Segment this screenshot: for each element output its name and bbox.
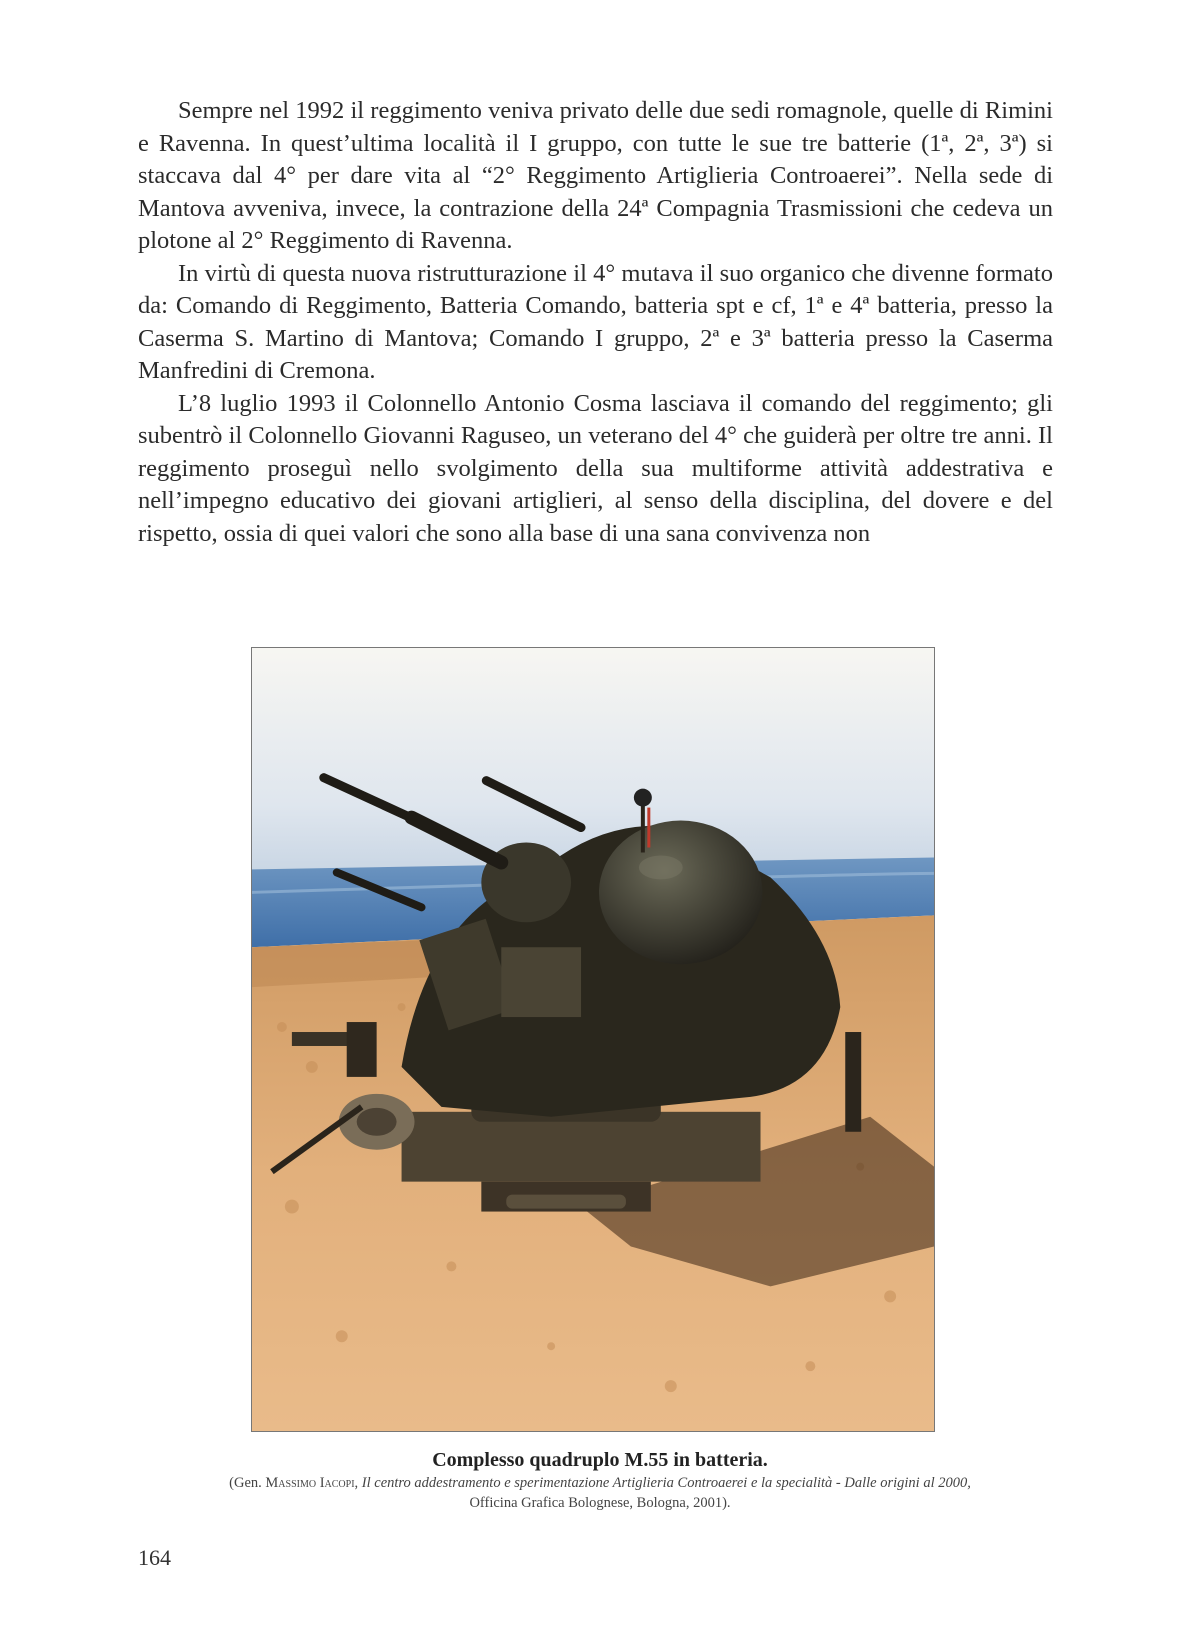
paragraph: In virtù di questa nuova ristrutturazione il 4° mutava il suo organico che divenne formato da: Comando di Reggimento, Batteria Comando, batteria spt e cf, 1ª e 4ª batteria, presso la Caserma S. Martino di Mantova; Comando I gruppo, 2ª e 3ª batteria presso la Caserma Manfredini di Cremona.	[138, 259, 1053, 384]
paragraph: L’8 luglio 1993 il Colonnello Antonio Cosma lasciava il comando del reggimento; gli subentrò il Colonnello Giovanni Raguseo, un veterano del 4° che guiderà per oltre tre anni. Il reggimento proseguì nello svolgimento della sua multiforme attività addestrativa e nell’impegno educativo dei giovani artiglieri, al senso della disciplina, del dovere e del rispetto, ossia di quei valori che sono alla base di una sana convivenza non	[138, 389, 1053, 547]
photo-illustration	[252, 648, 934, 1431]
caption-source-prefix: (Gen.	[229, 1475, 262, 1491]
caption-source	[200, 1473, 1000, 1513]
paragraph: Sempre nel 1992 il reggimento veniva privato delle due sedi romagnole, quelle di Rimini e Ravenna. In quest’ultima località il I gruppo, con tutte le sue tre batterie (1ª, 2ª, 3ª) si staccava dal 4° per dare vita al “2° Reggimento Artiglieria Controaerei”. Nella sede di Mantova avveniva, invece, la contrazione della 24ª Compagnia Trasmissioni che cedeva un plotone al 2° Reggimento di Ravenna.	[138, 97, 1053, 254]
caption-author: Massimo Iacopi,	[265, 1475, 359, 1491]
caption-publisher: Officina Grafica Bolognese, Bologna, 2001).	[469, 1495, 731, 1511]
photo-quad-m55	[251, 647, 935, 1432]
caption-title: Complesso quadruplo M.55 in batteria.	[432, 1449, 768, 1471]
body-text	[138, 95, 1053, 550]
caption-work-title: Il centro addestramento e sperimentazione Artiglieria Controaerei e la specialità - Dalle origini al 2000,	[361, 1475, 971, 1491]
figure-caption	[200, 1447, 1000, 1513]
page-number: 164	[138, 1545, 171, 1570]
